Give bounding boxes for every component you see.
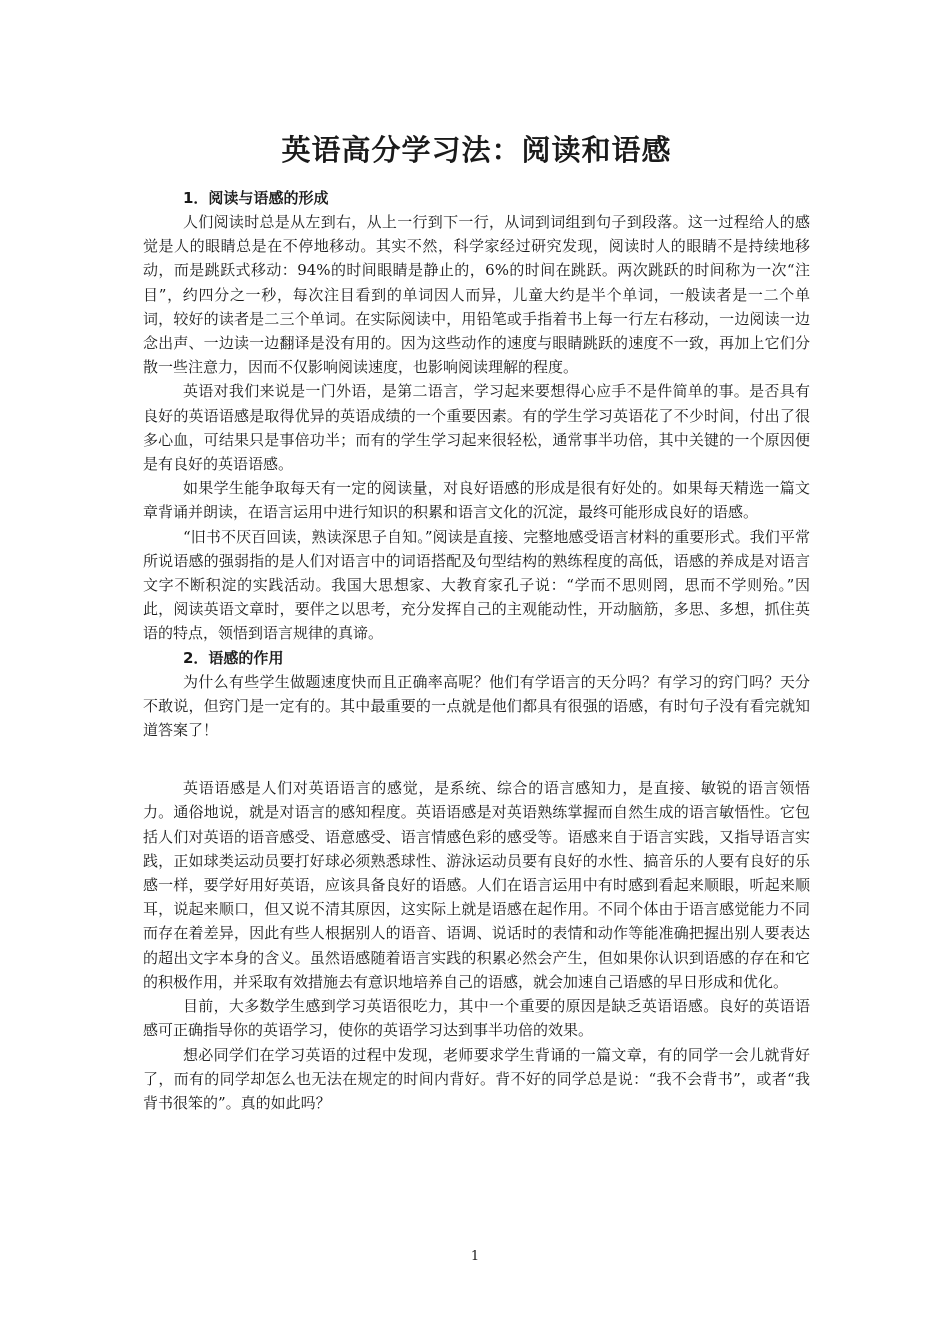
blank-line: [143, 742, 810, 776]
paragraph: 目前，大多数学生感到学习英语很吃力，其中一个重要的原因是缺乏英语语感。良好的英语语感可正确指导你的英语学习，使你的英语学习达到事半功倍的效果。: [143, 997, 810, 1040]
document-title: 英语高分学习法：阅读和语感: [281, 133, 672, 167]
paragraph: 为什么有些学生做题速度快而且正确率高呢？他们有学语言的天分吗？有学习的窍门吗？天分不敢说，但窍门是一定有的。其中最重要的一点就是他们都具有很强的语感，有时句子没有看完就知道答案了！: [143, 672, 810, 740]
section-heading-2: 2．语感的作用: [183, 648, 284, 667]
paragraph: 如果学生能争取每天有一定的阅读量，对良好语感的形成是很有好处的。如果每天精选一篇文章背诵并朗读，在语言运用中进行知识的积累和语言文化的沉淀，最终可能形成良好的语感。: [143, 479, 810, 522]
paragraph: 想必同学们在学习英语的过程中发现，老师要求学生背诵的一篇文章，有的同学一会儿就背好了，而有的同学却怎么也无法在规定的时间内背好。背不好的同学总是说：“我不会背书”，或者“我背书很笨的”。真的如此吗？: [143, 1045, 810, 1112]
paragraph: 人们阅读时总是从左到右，从上一行到下一行，从词到词组到句子到段落。这一过程给人的感觉是人的眼睛总是在不停地移动。其实不然，科学家经过研究发现，阅读时人的眼睛不是持续地移动，而是跳跃式移动：94%的时间眼睛是静止的，6%的时间在跳跃。两次跳跃的时间称为一次“注目”，约四分之一秒，每次注目看到的单词因人而异，儿童大约是半个单词，一般读者是一二个单词，较好的读者是二三个单词。在实际阅读中，用铅笔或手指着书上每一行左右移动，一边阅读一边念出声、一边读一边翻译是没有用的。因为这些动作的速度与眼睛跳跃的速度不一致，再加上它们分散一些注意力，因而不仅影响阅读速度，也影响阅读理解的程度。: [143, 213, 810, 377]
document-body: [143, 128, 810, 1115]
section-heading-1: 1．阅读与语感的形成: [183, 189, 329, 207]
paragraph: 英语对我们来说是一门外语，是第二语言，学习起来要想得心应手不是件简单的事。是否具有良好的英语语感是取得优异的英语成绩的一个重要因素。有的学生学习英语花了不少时间，付出了很多心血，可结果只是事倍功半；而有的学生学习起来很轻松，通常事半功倍，其中关键的一个原因便是有良好的英语语感。: [143, 382, 810, 474]
paragraph: 英语语感是人们对英语语言的感觉，是系统、综合的语言感知力，是直接、敏锐的语言领悟力。通俗地说，就是对语言的感知程度。英语语感是对英语熟练掌握而自然生成的语言敏悟性。它包括人们对英语的语音感受、语意感受、语言情感色彩的感受等。语感来自于语言实践，又指导语言实践，正如球类运动员要打好球必须熟悉球性、游泳运动员要有良好的水性、搞音乐的人要有良好的乐感一样，要学好用好英语，应该具备良好的语感。人们在语言运用中有时感到看起来顺眼，听起来顺耳，说起来顺口，但又说不清其原因，这实际上就是语感在起作用。不同个体由于语言感觉能力不同而存在着差异，因此有些人根据别人的语音、语调、说话时的表情和动作等能准确把握出别人要表达的超出文字本身的含义。虽然语感随着语言实践的积累必然会产生，但如果你认识到语感的存在和它的积极作用，并采取有效措施去有意识地培养自己的语感，就会加速自己语感的早日形成和优化。: [143, 779, 810, 991]
paragraph: “旧书不厌百回读，熟读深思子自知。”阅读是直接、完整地感受语言材料的重要形式。我们平常所说语感的强弱指的是人们对语言中的词语搭配及句型结构的熟练程度的高低，语感的养成是对语言文字不断积淀的实践活动。我国大思想家、大教育家孔子说：“学而不思则罔，思而不学则殆。”因此，阅读英语文章时，要伴之以思考，充分发挥自己的主观能动性，开动脑筋，多思、多想，抓住英语的特点，领悟到语言规律的真谛。: [143, 527, 810, 643]
page-number: 1: [470, 1249, 480, 1264]
